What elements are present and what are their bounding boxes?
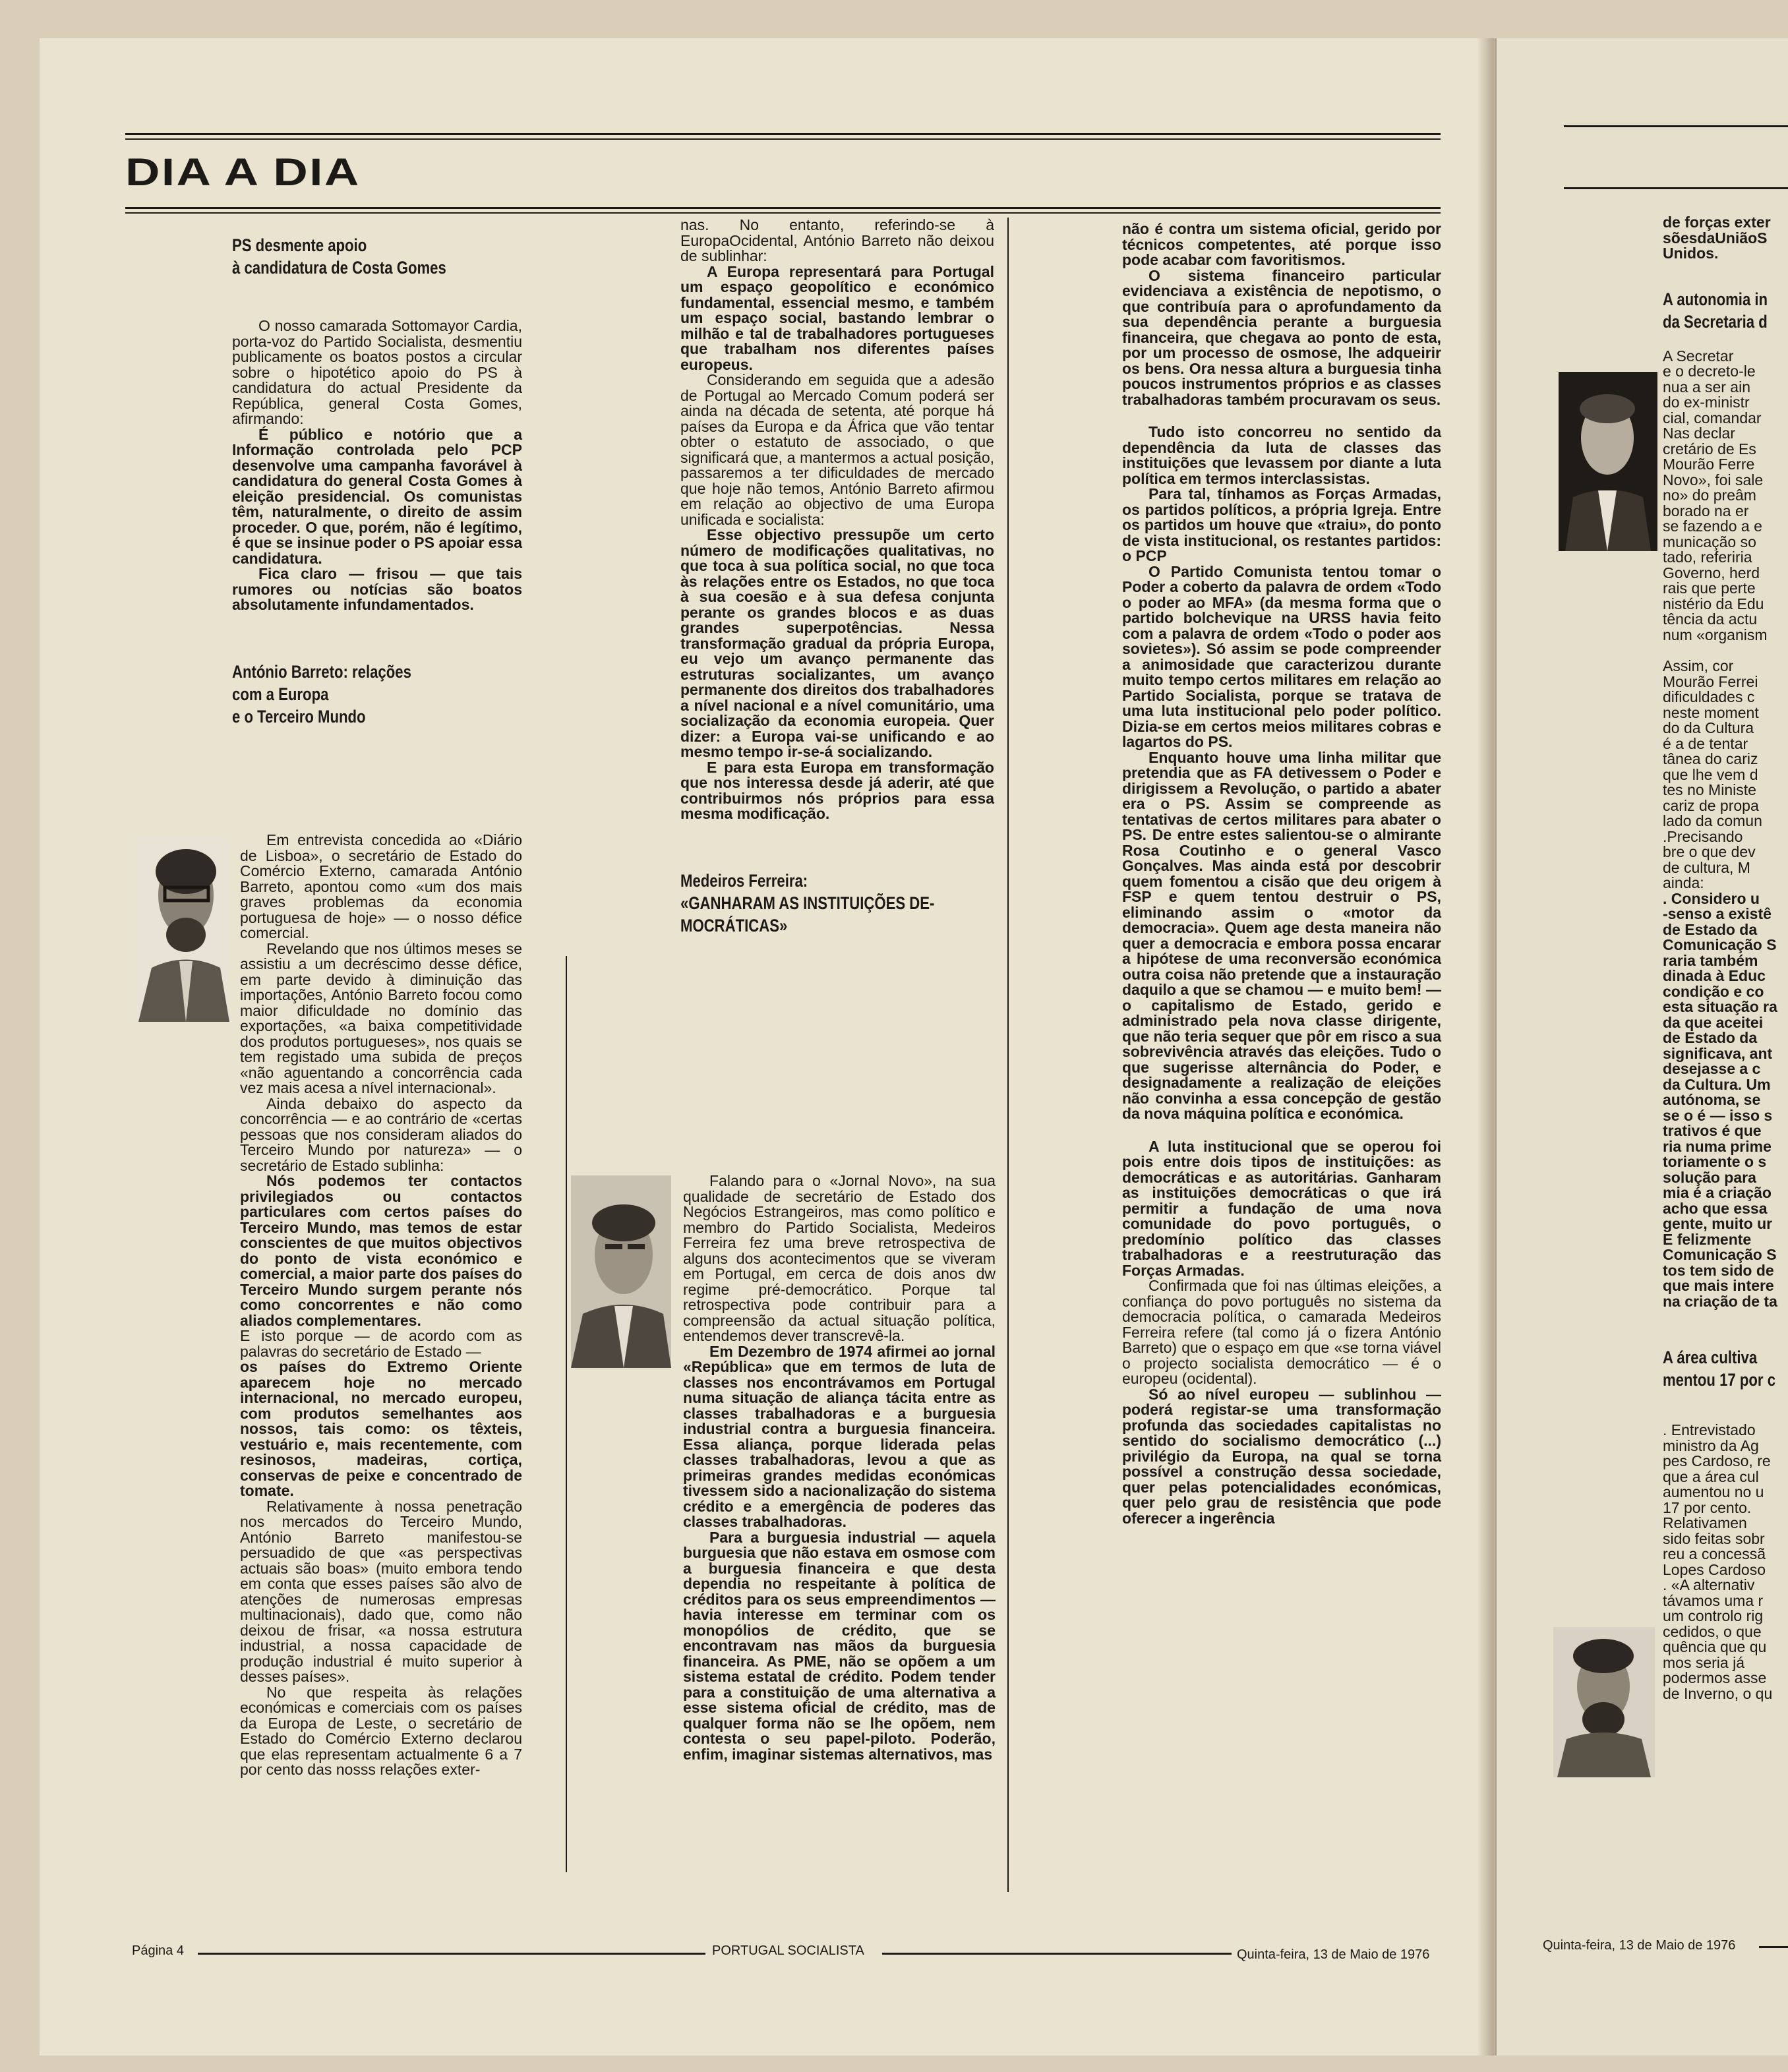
article-paragraph: os países do Extremo Oriente aparecem hoje no mercado internacional, no mercado europeu, com produtos semelhantes aos nossos, tais como: os têxteis, vestuário e, mais recentemente, com resinosos, madeiras, cortiça, conservas de peixe e concentrado de tomate. — [240, 1358, 522, 1499]
text-line: Lopes Cardoso — [1663, 1560, 1766, 1578]
text-line: dinada à Educ — [1663, 967, 1766, 984]
article-paragraph: Para tal, tínhamos as Forças Armadas, os partidos políticos, a própria Igreja. Entre os partidos um houve que «traiu», do ponto de vista institucional, os restantes partidos: o PCP — [1122, 485, 1441, 564]
column-1-top — [232, 234, 522, 728]
article-paragraph: A luta institucional que se operou foi pois entre dois tipos de instituições: as democráticas e as autoritárias. Ganharam as instituições democráticas o que irá permitir a fundação de uma nova comunidade do povo português, o predomínio político das classes trabalhadoras e a reestruturação das Forças Armadas. — [1122, 1137, 1441, 1279]
text-line: Assim, cor — [1663, 657, 1734, 674]
text-line: do da Cultura — [1663, 719, 1754, 736]
article-paragraph: Esse objectivo pressupõe um certo número de modificações qualitativas, no que toca à sua política social, no que toca às relações entre os Estados, no que toca à sua coesão e à sua defesa conjunta perante os grandes blocos e as duas grandes superpotências. Nessa transformação gradual da própria Europa, eu vejo um avanço permanente das estruturas socializantes, um avanço permanente dos direitos dos trabalhadores a nível nacional e a nível comunitário, uma socialização da economia europeia. Quer dizer: a Europa vai-se unificando e ao mesmo tempo ir-se-á socializando. — [680, 526, 994, 760]
paragraph-lines — [1663, 659, 1788, 891]
article-paragraph: O Partido Comunista tentou tomar o Poder a coberto da palavra de ordem «Todo o poder ao MFA» (da mesma forma que o partido bolchevique na URSS havia feito com a palavra de ordem «Todo o poder aos sovietes»). Só assim se pode compreender a animosidade que caracterizou durante muito tempo certos militares em relação ao Partido Socialista, porque se tratava de uma luta institucional pelo poder político. Dizia-se em certos meios militares cobras e lagartos do PS. — [1122, 562, 1441, 750]
article-paragraph: Confirmada que foi nas últimas eleições, a confiança do povo português no sistema da democracia política, o camarada Medeiros Ferreira refere (tal como já o fizera António Barreto) que o espaço em que «se torna viável o projecto socialista democrático — é o europeu (ocidental). — [1122, 1277, 1441, 1387]
column-1-barreto — [240, 833, 522, 1778]
footer-rule — [198, 1953, 705, 1955]
text-line: cretário de Es — [1663, 440, 1756, 458]
headline-line: «GANHARAM AS INSTITUIÇÕES DE- — [680, 893, 935, 913]
article-paragraph: No que respeita às relações económicas e comerciais com os países da Europa de Leste, o secretário de Estado do Comércio Externo declarou que elas representam actualmente 6 a 7 por cento das nosss relações exter- — [240, 1683, 522, 1778]
text-line: podermos asse — [1663, 1669, 1767, 1686]
text-line: . Considero u — [1663, 889, 1760, 907]
text-line: condição e co — [1663, 982, 1764, 1000]
headline-line: MOCRÁTICAS» — [680, 915, 788, 935]
text-line: de forças exter — [1663, 215, 1771, 231]
article-paragraph: não é contra um sistema oficial, gerido por técnicos competentes, até porque isso pode acabar com favoritismos. — [1122, 220, 1441, 268]
text-line: nistério da Edu — [1663, 595, 1764, 612]
photo-medeiros-ferreira — [571, 1175, 671, 1368]
text-line: do ex-ministr — [1663, 394, 1750, 411]
headline-autonomia — [1663, 288, 1766, 333]
text-line: tado, referiria — [1663, 548, 1752, 566]
text-line: que lhe vem d — [1663, 765, 1758, 783]
column-divider-2 — [1007, 218, 1009, 1892]
text-line: Governo, herd — [1663, 564, 1760, 581]
text-line: raria também — [1663, 951, 1758, 969]
right-column-text — [1663, 215, 1788, 1702]
text-line: cial, comandar — [1663, 409, 1762, 427]
text-line: que mais intere — [1663, 1277, 1774, 1294]
text-line: da que aceitei — [1663, 1013, 1764, 1031]
text-line: A Secretar — [1663, 347, 1734, 365]
headline-ps-desmente — [232, 234, 470, 279]
text-line: Nas declar — [1663, 425, 1735, 442]
text-line: trativos é que — [1663, 1122, 1762, 1139]
text-line: ainda: — [1663, 874, 1704, 891]
text-line: reu a concessã — [1663, 1545, 1766, 1562]
article-paragraph: Revelando que nos últimos meses se assistiu a um decréscimo desse défice, em parte devido à diminuição das importações, António Barreto focou como maior dificuldade no domínio das exportações, «a baixa competitividade dos produtos portugueses», nos quais se tem registado uma subida de preços «não aguentando a concorrência cada vez mais acesa a nível internacional». — [240, 939, 522, 1096]
paragraph-lines — [1663, 1423, 1788, 1702]
text-line: um controlo rig — [1663, 1607, 1764, 1624]
headline-antonio-barreto — [232, 661, 470, 728]
article-paragraph: Em entrevista concedida ao «Diário de Lisboa», o secretário de Estado do Comércio Externo, camarada António Barreto, apontou como «um dos mais graves problemas da economia portuguesa de hoje» — o nosso défice comercial. — [240, 831, 522, 941]
footer-paper-name: PORTUGAL SOCIALISTA — [712, 1943, 864, 1958]
text-line: cedidos, o que — [1663, 1622, 1762, 1640]
header-rule-bottom-2 — [125, 212, 1441, 214]
text-line: . «A alternativ — [1663, 1576, 1755, 1593]
text-line: Relativamen — [1663, 1514, 1747, 1531]
text-line: solução para — [1663, 1168, 1756, 1186]
headline-line: e o Terceiro Mundo — [232, 706, 366, 726]
text-line: quência que qu — [1663, 1638, 1767, 1655]
headline-line: com a Europa — [232, 684, 329, 704]
text-line: municação so — [1663, 533, 1756, 550]
text-line: de cultura, M — [1663, 858, 1750, 876]
text-line: Comunicação S — [1663, 936, 1777, 953]
headline-line: Medeiros Ferreira: — [680, 870, 808, 891]
right-page-rule-bottom — [1564, 187, 1788, 189]
article-paragraph: E isto porque — de acordo com as palavras do secretário de Estado — — [240, 1327, 522, 1360]
article-paragraph: Ainda debaixo do aspecto da concorrência — e ao contrário de «certas pessoas que nos consideram aliados do Terceiro Mundo por natureza» — o secretário de Estado sublinha: — [240, 1094, 522, 1174]
text-line: é a de tentar — [1663, 734, 1748, 752]
headline-line: PS desmente apoio — [232, 235, 367, 255]
column-3 — [1122, 222, 1441, 1526]
headline-line: mentou 17 por c — [1663, 1370, 1776, 1390]
footer-date-right: Quinta-feira, 13 de Maio de 1976 — [1543, 1938, 1736, 1953]
text-line: que a área cul — [1663, 1467, 1759, 1485]
article-paragraph: Tudo isto concorreu no sentido da dependência da luta de classes das instituições que levassem por diante a luta política em termos interclassistas. — [1122, 423, 1441, 487]
footer-rule-right — [1759, 1946, 1788, 1948]
headline-line: à candidatura de Costa Gomes — [232, 258, 446, 278]
paragraph-lines — [1663, 349, 1788, 643]
text-line: mos seria já — [1663, 1653, 1744, 1671]
text-line: E felizmente — [1663, 1230, 1752, 1248]
article-paragraph: Considerando em seguida que a adesão de Portugal ao Mercado Comum poderá ser ainda na década de setenta, até porque há países da Europa e da África que vão tentar obter o estatuto de associado, o que significará que, a mantermos a actual posição, passaremos a ter dificuldades de mercado que hoje não temos, António Barreto afirmou em relação ao objectivo de uma Europa unificada e socialista: — [680, 371, 994, 528]
text-line: tência da actu — [1663, 610, 1758, 628]
article-paragraph: Enquanto houve uma linha militar que pretendia que as FA detivessem o Poder e dirigissem a Revolução, o partido a abater era o PS. Assim se compreende as tentativas de certos militares para abater o PS. De entre estes salientou-se o almirante Rosa Coutinho e o general Vasco Gonçalves. Mas ainda está por descobrir quem fomentou a cisão que deu origem à FSP e quem tentou destruir o PS, eliminando assim o «motor da democracia». Quem age desta maneira não quer a democracia e embora possa encarar a hipótese de uma reconversão económica outra coisa não pretende que a instauração daquilo a que se chamou — e muito bem! — o capitalismo de Estado, gerido e administrado pela nova classe dirigente, que não teria sequer que pôr em risco a sua sobrevivência através das eleições. Tudo o que sugerisse alternância do Poder, e designadamente a realização de eleições não convinha a essa concepção de gestão da nova máquina política e económica. — [1122, 748, 1441, 1122]
article-paragraph: O sistema financeiro particular evidenciava a existência de nepotismo, o que contribuía para o aprofundamento da sua dependência perante a burguesia financeira, que chegava ao ponto de esta, por um processo de osmose, lhe adqueirir os bens. Ora nessa altura a burguesia tinha poucos instrumentos próprios e as classes trabalhadoras também procuravam os seus. — [1122, 266, 1441, 408]
photo-right-top — [1559, 372, 1657, 551]
headline-line: A autonomia in — [1663, 289, 1768, 309]
header-rule-top — [125, 133, 1441, 135]
column-divider-1 — [566, 956, 567, 1872]
text-line: Novo», foi sale — [1663, 471, 1764, 488]
section-title: DIA A DIA — [125, 151, 361, 194]
text-line: pes Cardoso, re — [1663, 1452, 1771, 1469]
photo-right-bottom — [1553, 1627, 1655, 1777]
article-paragraph: Nós podemos ter contactos privilegiados ou contactos particulares com certos países do Terceiro Mundo, mas temos de estar conscientes de que muitos objectivos do ponto de vista económico e comercial, a maior parte dos países do Terceiro Mundo surgem perante nós como concorrentes e não como aliados complementares. — [240, 1172, 522, 1329]
text-line: -senso a existê — [1663, 905, 1772, 922]
text-line: nua a ser ain — [1663, 378, 1750, 396]
text-line: tes no Ministe — [1663, 781, 1756, 798]
text-line: Mourão Ferre — [1663, 456, 1755, 473]
text-line: no» do preâm — [1663, 487, 1756, 504]
text-line: távamos uma r — [1663, 1591, 1764, 1609]
text-line: mia é a criação — [1663, 1184, 1772, 1201]
text-line: se o é — isso s — [1663, 1106, 1773, 1124]
text-line: da Cultura. Um — [1663, 1075, 1771, 1093]
headline-area-cultivada — [1663, 1346, 1776, 1391]
text-line: se fazendo a e — [1663, 518, 1762, 535]
text-line: Comunicação S — [1663, 1246, 1777, 1263]
text-line: Unidos. — [1663, 245, 1719, 262]
article-paragraph: Fica claro — frisou — que tais rumores ou notícias são boatos absolutamente infundamentados. — [232, 565, 522, 613]
text-line: borado na er — [1663, 502, 1749, 519]
article-paragraph: A Europa representará para Portugal um espaço geopolítico e económico fundamental, essencial mesmo, e também um espaço social, bastando lembrar o milhão e tal de trabalhadores portugueses que trabalham nos diferentes países europeus. — [680, 262, 994, 373]
text-line: significava, ant — [1663, 1044, 1773, 1062]
headline-medeiros-ferreira — [680, 870, 994, 937]
text-line: .Precisando — [1663, 827, 1743, 845]
column-2-ferreira — [683, 1173, 996, 1762]
text-line: autónoma, se — [1663, 1091, 1761, 1108]
article-paragraph: Em Dezembro de 1974 afirmei ao jornal «República» que em termos de luta de classes nos encontrávamos em Portugal numa situação de aliança tácita entre as classes trabalhadoras e a burguesia industrial contra a burguesia financeira. Essa aliança, porque liderada pelas classes trabalhadoras, levou a que as primeiras grandes medidas económicas tivessem sido a nacionalização do sistema crédito e a emergência de poderes das classes trabalhadoras. — [683, 1342, 996, 1530]
text-line: na criação de ta — [1663, 1292, 1777, 1310]
text-line: lado da comun — [1663, 812, 1762, 829]
text-line: acho que essa — [1663, 1199, 1768, 1217]
text-line: toriamente o s — [1663, 1153, 1767, 1170]
text-line: esta situação ra — [1663, 998, 1777, 1015]
footer-rule — [882, 1953, 1232, 1955]
article-paragraph: E para esta Europa em transformação que nos interessa desde já aderir, até que contribuirmos nós próprios para essa mesma modificação. — [680, 758, 994, 822]
headline-line: da Secretaria d — [1663, 311, 1768, 332]
text-line: de Estado da — [1663, 1029, 1758, 1046]
text-line: cariz de propa — [1663, 796, 1759, 814]
text-line: num «organism — [1663, 626, 1768, 643]
text-line: 17 por cento. — [1663, 1498, 1752, 1516]
article-paragraph: É público e notório que a Informação controlada pelo PCP desenvolve uma campanha favorável à candidatura do general Costa Gomes à eleição presidencial. Os comunistas têm, naturalmente, o direito de assim proceder. O que, porém, não é legítimo, é que se insinue poder o PS apoiar essa candidatura. — [232, 425, 522, 567]
text-line: de Inverno, o qu — [1663, 1684, 1773, 1702]
paragraph-lines — [1663, 891, 1788, 1310]
headline-line: António Barreto: relações — [232, 661, 411, 682]
text-line: rais que perte — [1663, 579, 1756, 597]
text-line: desejasse a c — [1663, 1060, 1761, 1077]
text-line: tos tem sido de — [1663, 1261, 1774, 1279]
article-paragraph: nas. No entanto, referindo-se à EuropaOcidental, António Barreto não deixou de sublinhar: — [680, 216, 994, 264]
headline-line: A área cultiva — [1663, 1347, 1758, 1367]
text-line: aumentou no u — [1663, 1483, 1764, 1500]
footer-date: Quinta-feira, 13 de Maio de 1976 — [1237, 1947, 1430, 1962]
article-paragraph: Só ao nível europeu — sublinhou — poderá registar-se uma transformação profunda das sociedades capitalistas no sentido do socialismo democrático (...) privilégio da Europa, na qual se torna possível a construção dessa sociedade, quer pelas potencialidades económicas, quer pelo grau de resistência que pode oferecer a ingerência — [1122, 1385, 1441, 1527]
article-paragraph: Para a burguesia industrial — aquela burguesia que não estava em osmose com a burguesia financeira e que desta dependia no respeitante à política de créditos para os seus empreendimentos — havia interesse em terminar com os monopólios de crédito, que se encontravam nas mãos da burguesia financeira. As PME, não se opõem a um sistema estatal de crédito. Podem tender para a constituição de uma alternativa a esse sistema oficial de crédito, mas de qualquer forma não se lhe opõem, nem contesta o seu papel-piloto. Poderão, enfim, imaginar sistemas alternativos, mas — [683, 1528, 996, 1763]
text-line: . Entrevistado — [1663, 1421, 1756, 1438]
column-2-top — [680, 218, 994, 937]
footer-page-number: Página 4 — [132, 1943, 184, 1958]
text-line: Mourão Ferrei — [1663, 672, 1758, 690]
text-line: e o decreto-le — [1663, 363, 1756, 380]
photo-antonio-barreto — [132, 836, 229, 1022]
article-paragraph: Relativamente à nossa penetração nos mercados do Terceiro Mundo, António Barreto manifestou-se persuadido de que «as perspectivas actuais são boas» (muito embora tendo em conta que esses países são alvo de atenções de numerosas empresas multinacionais), dado que, como não deixou de frisar, «a nossa estrutura industrial, a nossa capacidade de produção industrial é muito superior à desses países». — [240, 1497, 522, 1685]
text-line: tânea do cariz — [1663, 750, 1758, 767]
text-line: sido feitas sobr — [1663, 1529, 1765, 1547]
text-line: dificuldades c — [1663, 688, 1755, 705]
header-rule-bottom — [125, 207, 1441, 209]
header-rule-top-2 — [125, 138, 1441, 140]
right-page-rule-top — [1564, 125, 1788, 127]
text-line: ria numa prime — [1663, 1137, 1772, 1155]
text-line: gente, muito ur — [1663, 1215, 1773, 1232]
text-line: sõesdaUniãoS — [1663, 229, 1768, 247]
text-line: neste moment — [1663, 703, 1759, 721]
article-paragraph: Falando para o «Jornal Novo», na sua qualidade de secretário de Estado dos Negócios Estrangeiros, mas como político e membro do Partido Socialista, Medeiros Ferreira fez uma breve retrospectiva de alguns dos acontecimentos que se viveram em Portugal, em cerca de dois anos dw regime pré-democrático. Porque tal retrospectiva pode contribuir para a compreensão da actual situação política, entendemos dever transcrevê-la. — [683, 1172, 996, 1344]
text-line: de Estado da — [1663, 920, 1758, 938]
text-line: bre o que dev — [1663, 843, 1756, 860]
text-line: ministro da Ag — [1663, 1436, 1759, 1454]
article-paragraph: O nosso camarada Sottomayor Cardia, porta-voz do Partido Socialista, desmentiu publicamente os boatos postos a circular sobre o hipotético apoio do PS à candidatura do actual Presidente da República, general Costa Gomes, afirmando: — [232, 317, 522, 427]
